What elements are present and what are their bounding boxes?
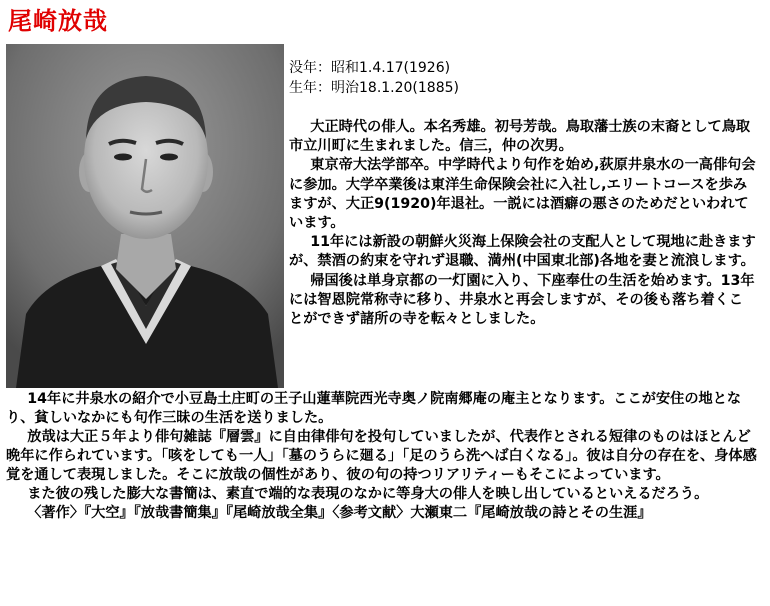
portrait-image: [6, 44, 284, 388]
biography-paragraph: 東京帝大法学部卒。中学時代より句作を始め,荻原井泉水の一高俳句会に参加。大学卒業後は東洋生命保険会社に入社し,エリートコースを歩みますが、大正9(1920)年退社。一説には酒癖の悪さのためだといわれています。: [289, 157, 756, 232]
page-title: 尾崎放哉: [8, 7, 108, 35]
biography-bottom-text: [6, 390, 764, 523]
biography-paragraph: 帰国後は単身京都の一灯園に入り、下座奉仕の生活を始めます。13年には智恩院常称寺に移り、井泉水と再会しますが、その後も落ち着くことができず諸所の寺を転々としました。: [289, 272, 755, 328]
biography-paragraph: 放哉は大正５年より俳句雑誌『層雲』に自由律俳句を投句していましたが、代表作とされる短律のものはほとんど晩年に作られています。「咳をしても一人」「墓のうらに廻る」「足のうら洗へば白くなる」。彼は自分の存在を、身体感覚を通して表現しました。そこに放哉の個性があり、彼の句の持つリアリティーもそこによっています。: [6, 429, 757, 483]
birth-date: 生年：明治18.1.20(1885): [289, 80, 459, 96]
bibliography-paragraph: 〈著作〉『大空』『放哉書簡集』『尾崎放哉全集』〈参考文献〉大瀬東二『尾崎放哉の詩とその生涯』: [27, 505, 652, 521]
life-dates: [289, 58, 459, 98]
biography-side-text: [289, 118, 757, 329]
biography-paragraph: 大正時代の俳人。本名秀雄。初号芳哉。鳥取藩士族の末裔として鳥取市立川町に生まれました。信三，仲の次男。: [289, 119, 751, 155]
biography-paragraph: 11年には新設の朝鮮火災海上保険会社の支配人として現地に赴きますが、禁酒の約束を守れず退職、満州(中国東北部)各地を妻と流浪します。: [289, 234, 756, 270]
portrait-photo: [6, 44, 284, 388]
death-date: 没年：昭和1.4.17(1926): [289, 60, 451, 76]
biography-paragraph: また彼の残した膨大な書簡は、素直で端的な表現のなかに等身大の俳人を映し出しているといえるだろう。: [27, 486, 709, 502]
biography-paragraph: 14年に井泉水の紹介で小豆島土庄町の王子山蓮華院西光寺奥ノ院南郷庵の庵主となります。ここが安住の地となり、貧しいなかにも句作三昧の生活を送りました。: [6, 391, 742, 426]
